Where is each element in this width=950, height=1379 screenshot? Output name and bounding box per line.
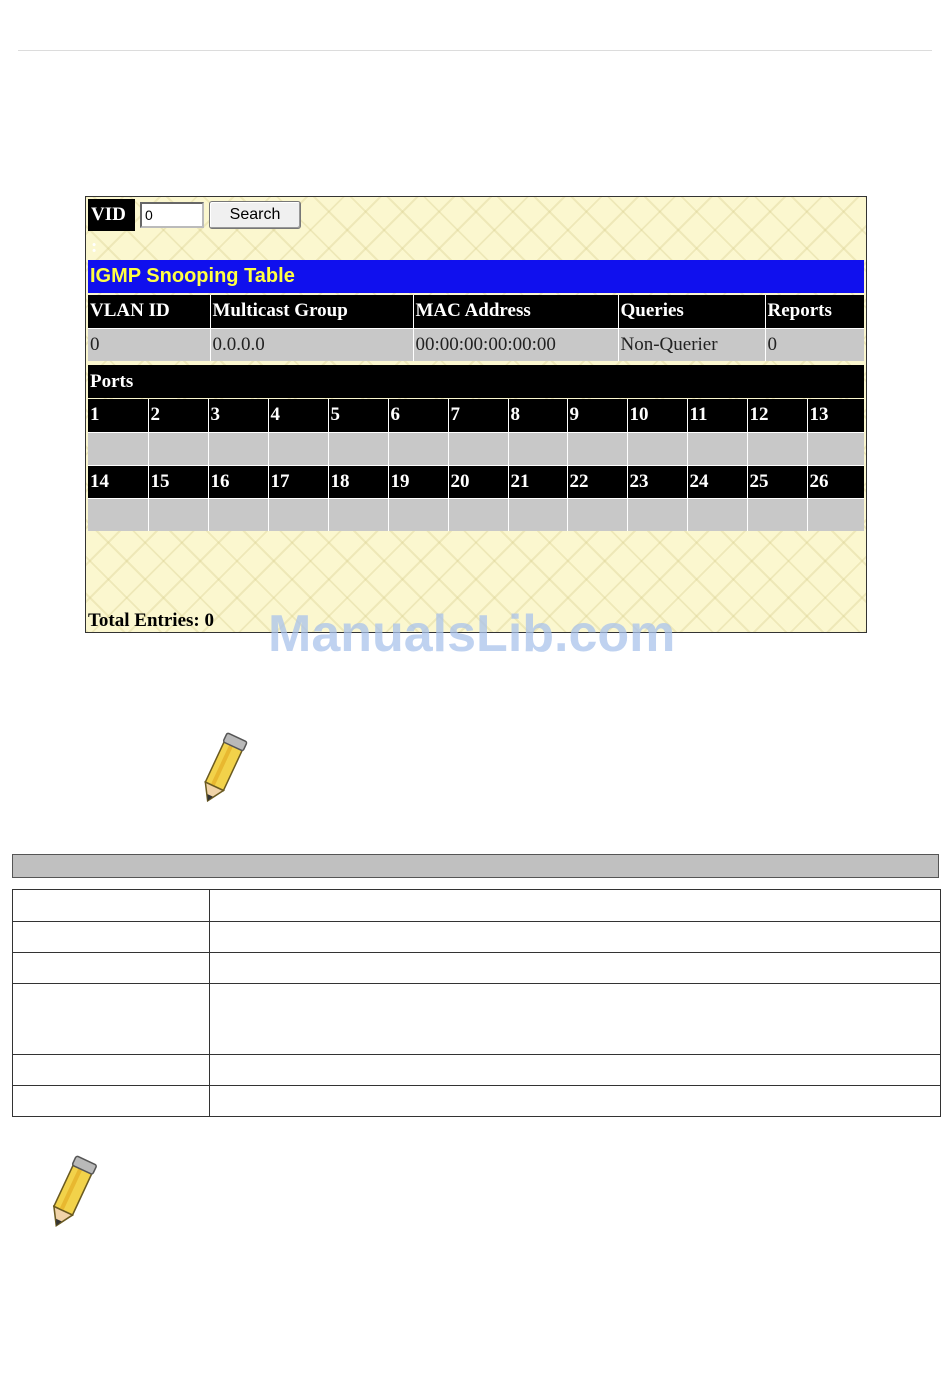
port-cell [88,498,148,531]
ports-value-row-1 [88,432,864,465]
table-row [13,922,941,953]
table-row [13,984,941,1055]
param-cell [13,1086,210,1117]
port-number: 11 [687,399,747,432]
port-number: 8 [508,399,567,432]
ports-label: Ports [88,365,864,398]
port-cell [627,432,687,465]
table-title: IGMP Snooping Table [88,260,864,293]
port-number: 17 [268,465,328,498]
port-cell [508,498,567,531]
ports-value-row-2 [88,498,864,531]
port-number: 3 [208,399,268,432]
port-number: 19 [388,465,448,498]
port-cell [687,498,747,531]
port-cell [687,432,747,465]
desc-cell [210,1055,941,1086]
port-number: 2 [148,399,208,432]
multicast-group-value: 0.0.0.0 [210,328,413,361]
port-cell [747,432,807,465]
table-row [13,890,941,922]
table-row [88,328,864,361]
col-reports: Reports [765,295,864,328]
port-number: 6 [388,399,448,432]
param-cell [13,890,210,922]
table-row [13,953,941,984]
port-number: 12 [747,399,807,432]
port-number: 22 [567,465,627,498]
port-number: 1 [88,399,148,432]
port-number: 5 [328,399,388,432]
param-cell [13,984,210,1055]
doc-parameter-table [12,889,941,1117]
port-cell [567,498,627,531]
port-cell [807,498,864,531]
port-number: 20 [448,465,508,498]
port-cell [508,432,567,465]
top-rule [18,50,932,51]
vid-search-row [88,199,301,257]
col-queries: Queries [618,295,765,328]
port-number: 10 [627,399,687,432]
total-entries: Total Entries: 0 [88,610,214,631]
mac-address-value: 00:00:00:00:00:00 [413,328,618,361]
desc-cell [210,953,941,984]
col-vlan-id: VLAN ID [88,295,210,328]
port-cell [567,432,627,465]
port-cell [807,432,864,465]
vid-input[interactable] [140,202,204,228]
port-number: 4 [268,399,328,432]
port-cell [148,432,208,465]
port-number: 7 [448,399,508,432]
ports-header-row-1 [88,399,864,432]
port-number: 18 [328,465,388,498]
port-cell [627,498,687,531]
port-number: 24 [687,465,747,498]
igmp-snooping-panel [85,196,867,633]
doc-table-header [12,854,939,878]
port-cell [268,432,328,465]
reports-value: 0 [765,328,864,361]
port-cell [747,498,807,531]
port-number: 25 [747,465,807,498]
port-number: 15 [148,465,208,498]
search-button[interactable]: Search [209,201,301,229]
param-cell [13,953,210,984]
port-number: 26 [807,465,864,498]
port-cell [448,498,508,531]
note-pencil-icon [192,732,252,808]
port-number: 21 [508,465,567,498]
watermark: ManualsLib.com [268,605,676,663]
port-cell [328,498,388,531]
port-cell [328,432,388,465]
port-number: 9 [567,399,627,432]
port-number: 14 [88,465,148,498]
port-cell [88,432,148,465]
port-cell [208,498,268,531]
vid-label: VID : [88,199,135,231]
desc-cell [210,890,941,922]
param-cell [13,1055,210,1086]
info-header-row [88,295,864,328]
col-mac-address: MAC Address [413,295,618,328]
table-row [13,1055,941,1086]
port-cell [388,432,448,465]
desc-cell [210,922,941,953]
col-multicast-group: Multicast Group [210,295,413,328]
ports-header-row-2 [88,465,864,498]
note-pencil-icon [40,1155,102,1233]
port-number: 13 [807,399,864,432]
vlan-id-value: 0 [88,328,210,361]
queries-value: Non-Querier [618,328,765,361]
igmp-info-table [88,295,864,361]
port-cell [448,432,508,465]
port-cell [268,498,328,531]
desc-cell [210,1086,941,1117]
port-cell [148,498,208,531]
param-cell [13,922,210,953]
port-cell [208,432,268,465]
port-cell [388,498,448,531]
desc-cell [210,984,941,1055]
table-row [13,1086,941,1117]
ports-table [88,399,864,531]
port-number: 23 [627,465,687,498]
port-number: 16 [208,465,268,498]
